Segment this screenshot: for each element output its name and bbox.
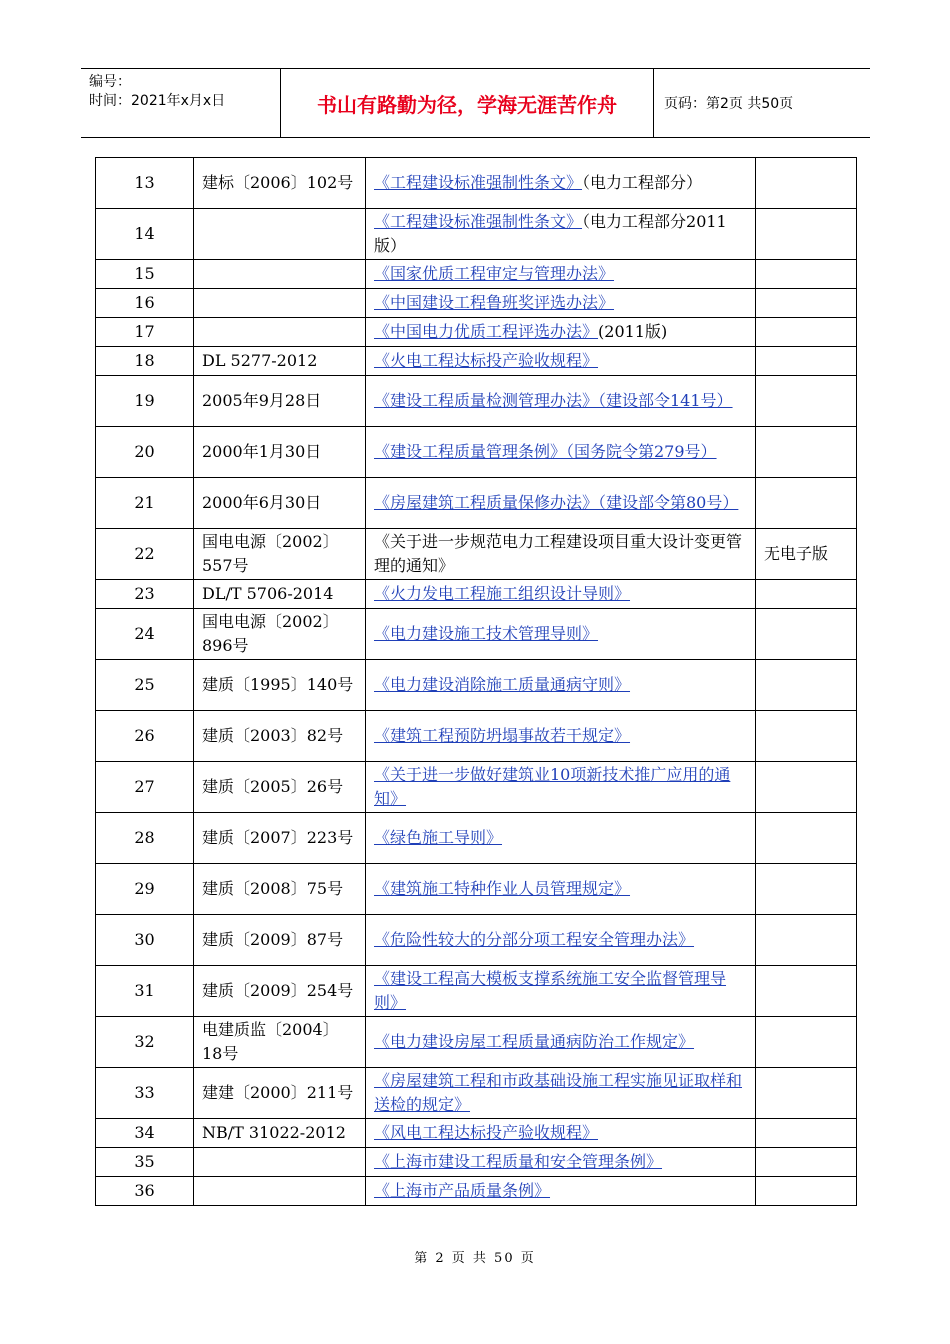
regulation-title-cell	[366, 158, 756, 209]
regulation-title-cell	[366, 915, 756, 966]
regulation-title-cell	[366, 864, 756, 915]
document-number	[194, 289, 366, 318]
regulation-title-link[interactable]: 《工程建设标准强制性条文》	[374, 173, 583, 192]
remark-cell	[756, 966, 857, 1017]
remark-cell	[756, 347, 857, 376]
document-number: 建质〔2009〕254号	[194, 966, 366, 1017]
regulation-title-link[interactable]: 《房屋建筑工程和市政基础设施工程实施见证取样和送检的规定》	[374, 1071, 743, 1114]
remark-cell	[756, 260, 857, 289]
regulation-title-cell	[366, 376, 756, 427]
row-number: 19	[96, 376, 194, 427]
document-number: 建质〔2009〕87号	[194, 915, 366, 966]
row-number: 31	[96, 966, 194, 1017]
regulation-title-cell	[366, 1148, 756, 1177]
row-number: 33	[96, 1068, 194, 1119]
row-number: 29	[96, 864, 194, 915]
header-page-info: 页码：第2页 共50页	[664, 96, 794, 112]
table-row	[96, 289, 857, 318]
regulation-title-link[interactable]: 《房屋建筑工程质量保修办法》（建设部令第80号）	[374, 493, 739, 512]
regulation-title-cell	[366, 966, 756, 1017]
remark-cell	[756, 660, 857, 711]
row-number: 23	[96, 580, 194, 609]
regulation-title-link[interactable]: 《建筑施工特种作业人员管理规定》	[374, 879, 631, 898]
row-number: 20	[96, 427, 194, 478]
table-row	[96, 318, 857, 347]
row-number: 15	[96, 260, 194, 289]
remark-cell	[756, 580, 857, 609]
row-number: 30	[96, 915, 194, 966]
document-number: DL 5277-2012	[194, 347, 366, 376]
table-row	[96, 813, 857, 864]
remark-cell	[756, 711, 857, 762]
regulation-title-cell	[366, 609, 756, 660]
time-label: 时间：2021年x月x日	[89, 93, 226, 109]
regulation-title-cell	[366, 347, 756, 376]
regulation-title-link[interactable]: 《建设工程质量管理条例》（国务院令第279号）	[374, 442, 717, 461]
remark-cell	[756, 1148, 857, 1177]
table-row	[96, 966, 857, 1017]
regulation-title-link[interactable]: 《建设工程高大模板支撑系统施工安全监督管理导则》	[374, 969, 727, 1012]
regulation-title-cell	[366, 762, 756, 813]
remark-cell: 无电子版	[756, 529, 857, 580]
row-number: 27	[96, 762, 194, 813]
document-number: 建质〔2008〕75号	[194, 864, 366, 915]
table-row	[96, 478, 857, 529]
row-number: 24	[96, 609, 194, 660]
regulation-title-cell	[366, 478, 756, 529]
row-number: 36	[96, 1177, 194, 1206]
remark-cell	[756, 1119, 857, 1148]
regulation-note-text: （电力工程部分2011版）	[374, 212, 727, 255]
document-number: 建质〔1995〕140号	[194, 660, 366, 711]
table-row	[96, 427, 857, 478]
row-number: 18	[96, 347, 194, 376]
document-number: 建质〔2007〕223号	[194, 813, 366, 864]
document-number: DL/T 5706-2014	[194, 580, 366, 609]
regulation-title-link[interactable]: 《关于进一步做好建筑业10项新技术推广应用的通知》	[374, 765, 731, 808]
regulation-note-text: (2011版)	[598, 322, 668, 341]
table-row	[96, 1177, 857, 1206]
table-row	[96, 1017, 857, 1068]
table-row	[96, 1119, 857, 1148]
document-number: 电建质监〔2004〕18号	[194, 1017, 366, 1068]
page-header	[81, 68, 870, 138]
row-number: 14	[96, 209, 194, 260]
regulation-title-cell	[366, 580, 756, 609]
row-number: 17	[96, 318, 194, 347]
remark-cell	[756, 376, 857, 427]
document-number: 2000年1月30日	[194, 427, 366, 478]
row-number: 35	[96, 1148, 194, 1177]
regulation-title-link[interactable]: 《中国电力优质工程评选办法》	[374, 322, 599, 341]
row-number: 25	[96, 660, 194, 711]
remark-cell	[756, 813, 857, 864]
regulation-title-cell	[366, 1177, 756, 1206]
table-row	[96, 864, 857, 915]
regulation-title-cell	[366, 318, 756, 347]
table-row	[96, 711, 857, 762]
regulation-note-text: （电力工程部分）	[582, 173, 703, 192]
document-number: 国电电源〔2002〕896号	[194, 609, 366, 660]
document-number: 建质〔2003〕82号	[194, 711, 366, 762]
regulation-title-cell	[366, 1119, 756, 1148]
table-row	[96, 1148, 857, 1177]
table-row	[96, 660, 857, 711]
regulation-title-link[interactable]: 《电力建设房屋工程质量通病防治工作规定》	[374, 1032, 695, 1051]
regulation-title-cell	[366, 209, 756, 260]
document-number	[194, 260, 366, 289]
regulation-title-link[interactable]: 《危险性较大的分部分项工程安全管理办法》	[374, 930, 695, 949]
table-row	[96, 1068, 857, 1119]
header-motto: 书山有路勤为径，学海无涯苦作舟	[281, 69, 654, 137]
regulation-title-link[interactable]: 《火电工程达标投产验收规程》	[374, 351, 599, 370]
regulation-title-link[interactable]: 《国家优质工程审定与管理办法》	[374, 264, 615, 283]
regulation-title-cell	[366, 711, 756, 762]
document-number	[194, 1177, 366, 1206]
remark-cell	[756, 1068, 857, 1119]
table-row	[96, 609, 857, 660]
regulation-title-link[interactable]: 《工程建设标准强制性条文》	[374, 212, 583, 231]
table-row	[96, 529, 857, 580]
regulation-title-link[interactable]: 《风电工程达标投产验收规程》	[374, 1123, 599, 1142]
document-number: 国电电源〔2002〕557号	[194, 529, 366, 580]
remark-cell	[756, 915, 857, 966]
regulation-title-link[interactable]: 《上海市产品质量条例》	[374, 1181, 551, 1200]
remark-cell	[756, 427, 857, 478]
table-row	[96, 260, 857, 289]
table-row	[96, 580, 857, 609]
table-row	[96, 376, 857, 427]
regulation-table	[95, 157, 857, 1206]
regulation-title-link[interactable]: 《电力建设施工技术管理导则》	[374, 624, 599, 643]
regulation-title-cell	[366, 813, 756, 864]
remark-cell	[756, 478, 857, 529]
regulation-title-cell	[366, 660, 756, 711]
number-label: 编号：	[89, 74, 131, 90]
regulation-title-cell	[366, 1068, 756, 1119]
regulation-title-cell	[366, 1017, 756, 1068]
document-number: 建标〔2006〕102号	[194, 158, 366, 209]
regulation-title-link[interactable]: 《绿色施工导则》	[374, 828, 503, 847]
row-number: 22	[96, 529, 194, 580]
row-number: 21	[96, 478, 194, 529]
regulation-title-link[interactable]: 《电力建设消除施工质量通病守则》	[374, 675, 631, 694]
table-row	[96, 347, 857, 376]
regulation-title-cell	[366, 427, 756, 478]
document-number: NB/T 31022-2012	[194, 1119, 366, 1148]
regulation-title-link[interactable]: 《火力发电工程施工组织设计导则》	[374, 584, 631, 603]
document-number: 建建〔2000〕211号	[194, 1068, 366, 1119]
page-footer: 第 2 页 共 50 页	[414, 1251, 536, 1266]
document-number: 2005年9月28日	[194, 376, 366, 427]
regulation-title-link[interactable]: 《建筑工程预防坍塌事故若干规定》	[374, 726, 631, 745]
table-row	[96, 762, 857, 813]
regulation-title-link[interactable]: 《建设工程质量检测管理办法》（建设部令141号）	[374, 391, 733, 410]
remark-cell	[756, 609, 857, 660]
remark-cell	[756, 209, 857, 260]
document-number	[194, 209, 366, 260]
remark-cell	[756, 1177, 857, 1206]
document-number: 2000年6月30日	[194, 478, 366, 529]
document-number: 建质〔2005〕26号	[194, 762, 366, 813]
regulation-title-cell	[366, 289, 756, 318]
regulation-note-text: 《关于进一步规范电力工程建设项目重大设计变更管理的通知》	[374, 532, 743, 575]
row-number: 26	[96, 711, 194, 762]
remark-cell	[756, 318, 857, 347]
row-number: 34	[96, 1119, 194, 1148]
document-number	[194, 318, 366, 347]
row-number: 13	[96, 158, 194, 209]
row-number: 32	[96, 1017, 194, 1068]
remark-cell	[756, 289, 857, 318]
regulation-title-link[interactable]: 《上海市建设工程质量和安全管理条例》	[374, 1152, 663, 1171]
regulation-title-link[interactable]: 《中国建设工程鲁班奖评选办法》	[374, 293, 615, 312]
regulation-title-cell	[366, 260, 756, 289]
header-meta	[81, 69, 281, 137]
remark-cell	[756, 158, 857, 209]
remark-cell	[756, 864, 857, 915]
row-number: 28	[96, 813, 194, 864]
table-row	[96, 915, 857, 966]
regulation-title-cell	[366, 529, 756, 580]
document-number	[194, 1148, 366, 1177]
remark-cell	[756, 1017, 857, 1068]
row-number: 16	[96, 289, 194, 318]
table-row	[96, 158, 857, 209]
remark-cell	[756, 762, 857, 813]
table-row	[96, 209, 857, 260]
